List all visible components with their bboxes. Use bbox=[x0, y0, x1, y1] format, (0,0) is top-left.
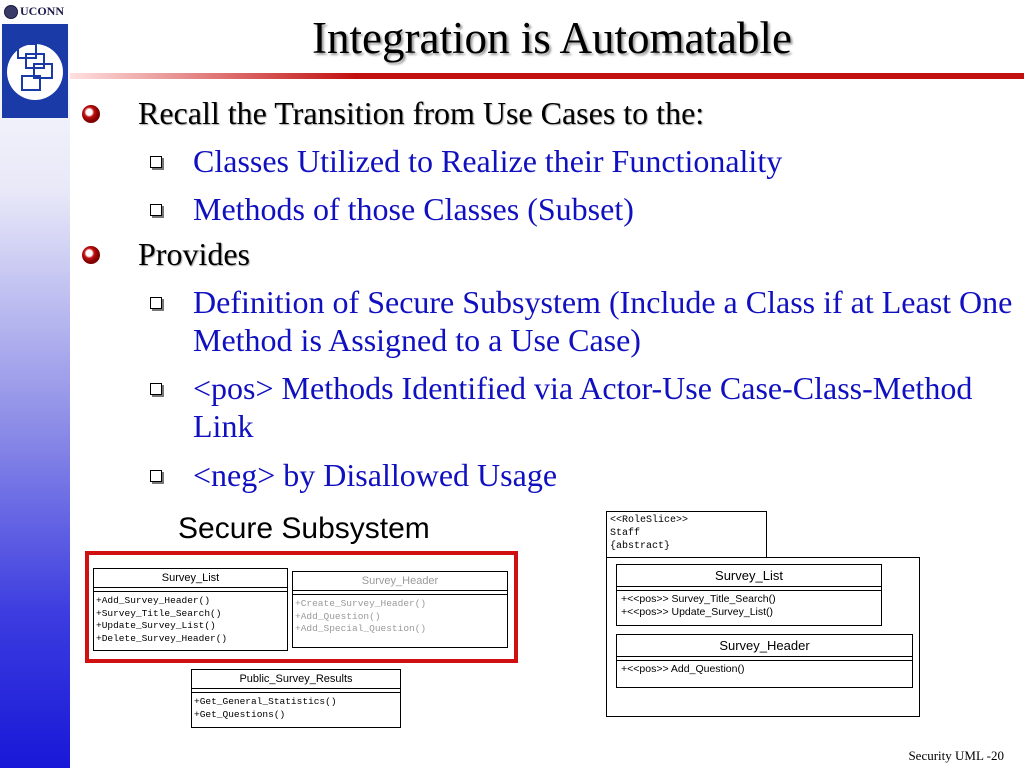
sub-bullet-text: <pos> Methods Identified via Actor-Use Case-Class-Method Link bbox=[193, 370, 973, 444]
square-bullet-icon bbox=[150, 383, 162, 395]
operations-compartment bbox=[617, 591, 881, 621]
class-survey-list bbox=[93, 568, 288, 651]
slide-title: Integration is Automatable bbox=[312, 13, 792, 63]
sub-bullet-text: Methods of those Classes (Subset) bbox=[193, 191, 634, 227]
sub-bullet-text: <neg> by Disallowed Usage bbox=[193, 457, 558, 493]
operations-compartment bbox=[94, 592, 287, 648]
role-stereotype: <<RoleSlice>> bbox=[610, 515, 689, 526]
uconn-logo bbox=[4, 4, 64, 19]
bullet-2-text: Provides bbox=[138, 236, 250, 272]
operation: +Update_Survey_List() bbox=[96, 620, 216, 631]
role-class-survey-list bbox=[616, 564, 882, 626]
square-bullet-icon bbox=[150, 156, 162, 168]
circle-bullet-icon bbox=[82, 246, 100, 264]
square-bullet-icon bbox=[150, 204, 162, 216]
operation: +Add_Survey_Header() bbox=[96, 595, 211, 606]
operation: +<<pos>> Survey_Title_Search() bbox=[621, 593, 776, 605]
slide-footer: Security UML -20 bbox=[908, 748, 1004, 763]
operations-compartment bbox=[192, 693, 400, 724]
operations-compartment bbox=[293, 595, 507, 639]
class-name: Survey_Header bbox=[617, 635, 912, 657]
role-class-survey-header bbox=[616, 634, 913, 688]
role-slice-tab bbox=[606, 511, 767, 558]
cse-logo bbox=[2, 24, 68, 118]
seal-icon bbox=[4, 5, 18, 19]
title-underline bbox=[70, 73, 1024, 79]
class-survey-header bbox=[292, 571, 508, 648]
operation: +<<pos>> Add_Question() bbox=[621, 663, 745, 675]
operation: +Get_General_Statistics() bbox=[194, 696, 337, 707]
square-bullet-icon bbox=[150, 297, 162, 309]
operation: +<<pos>> Update_Survey_List() bbox=[621, 606, 774, 618]
role-modifier: {abstract} bbox=[610, 541, 671, 552]
bullet-1-text: Recall the Transition from Use Cases to the: bbox=[138, 95, 705, 131]
brand-name: UCONN bbox=[20, 4, 64, 18]
secure-subsystem-label: Secure Subsystem bbox=[178, 512, 430, 545]
square-bullet-icon bbox=[150, 470, 162, 482]
operation: +Create_Survey_Header() bbox=[295, 598, 427, 609]
class-public-survey-results bbox=[191, 669, 401, 728]
sub-bullet-text: Classes Utilized to Realize their Functionality bbox=[193, 143, 783, 179]
circle-bullet-icon bbox=[82, 105, 100, 123]
operations-compartment bbox=[617, 661, 912, 678]
class-name: Survey_Header bbox=[293, 572, 507, 591]
class-name: Survey_List bbox=[94, 569, 287, 588]
operation: +Add_Question() bbox=[295, 610, 381, 622]
class-name: Public_Survey_Results bbox=[192, 670, 400, 689]
operation: +Add_Special_Question() bbox=[295, 623, 427, 634]
operation: +Get_Questions() bbox=[194, 708, 286, 720]
operation: +Delete_Survey_Header() bbox=[96, 632, 228, 644]
sub-bullet-text: Definition of Secure Subsystem (Include a Class if at Least One Method is Assigned to a Use Case) bbox=[193, 284, 1013, 358]
class-name: Survey_List bbox=[617, 565, 881, 587]
role-name: Staff bbox=[610, 528, 641, 539]
operation: +Survey_Title_Search() bbox=[96, 607, 222, 619]
